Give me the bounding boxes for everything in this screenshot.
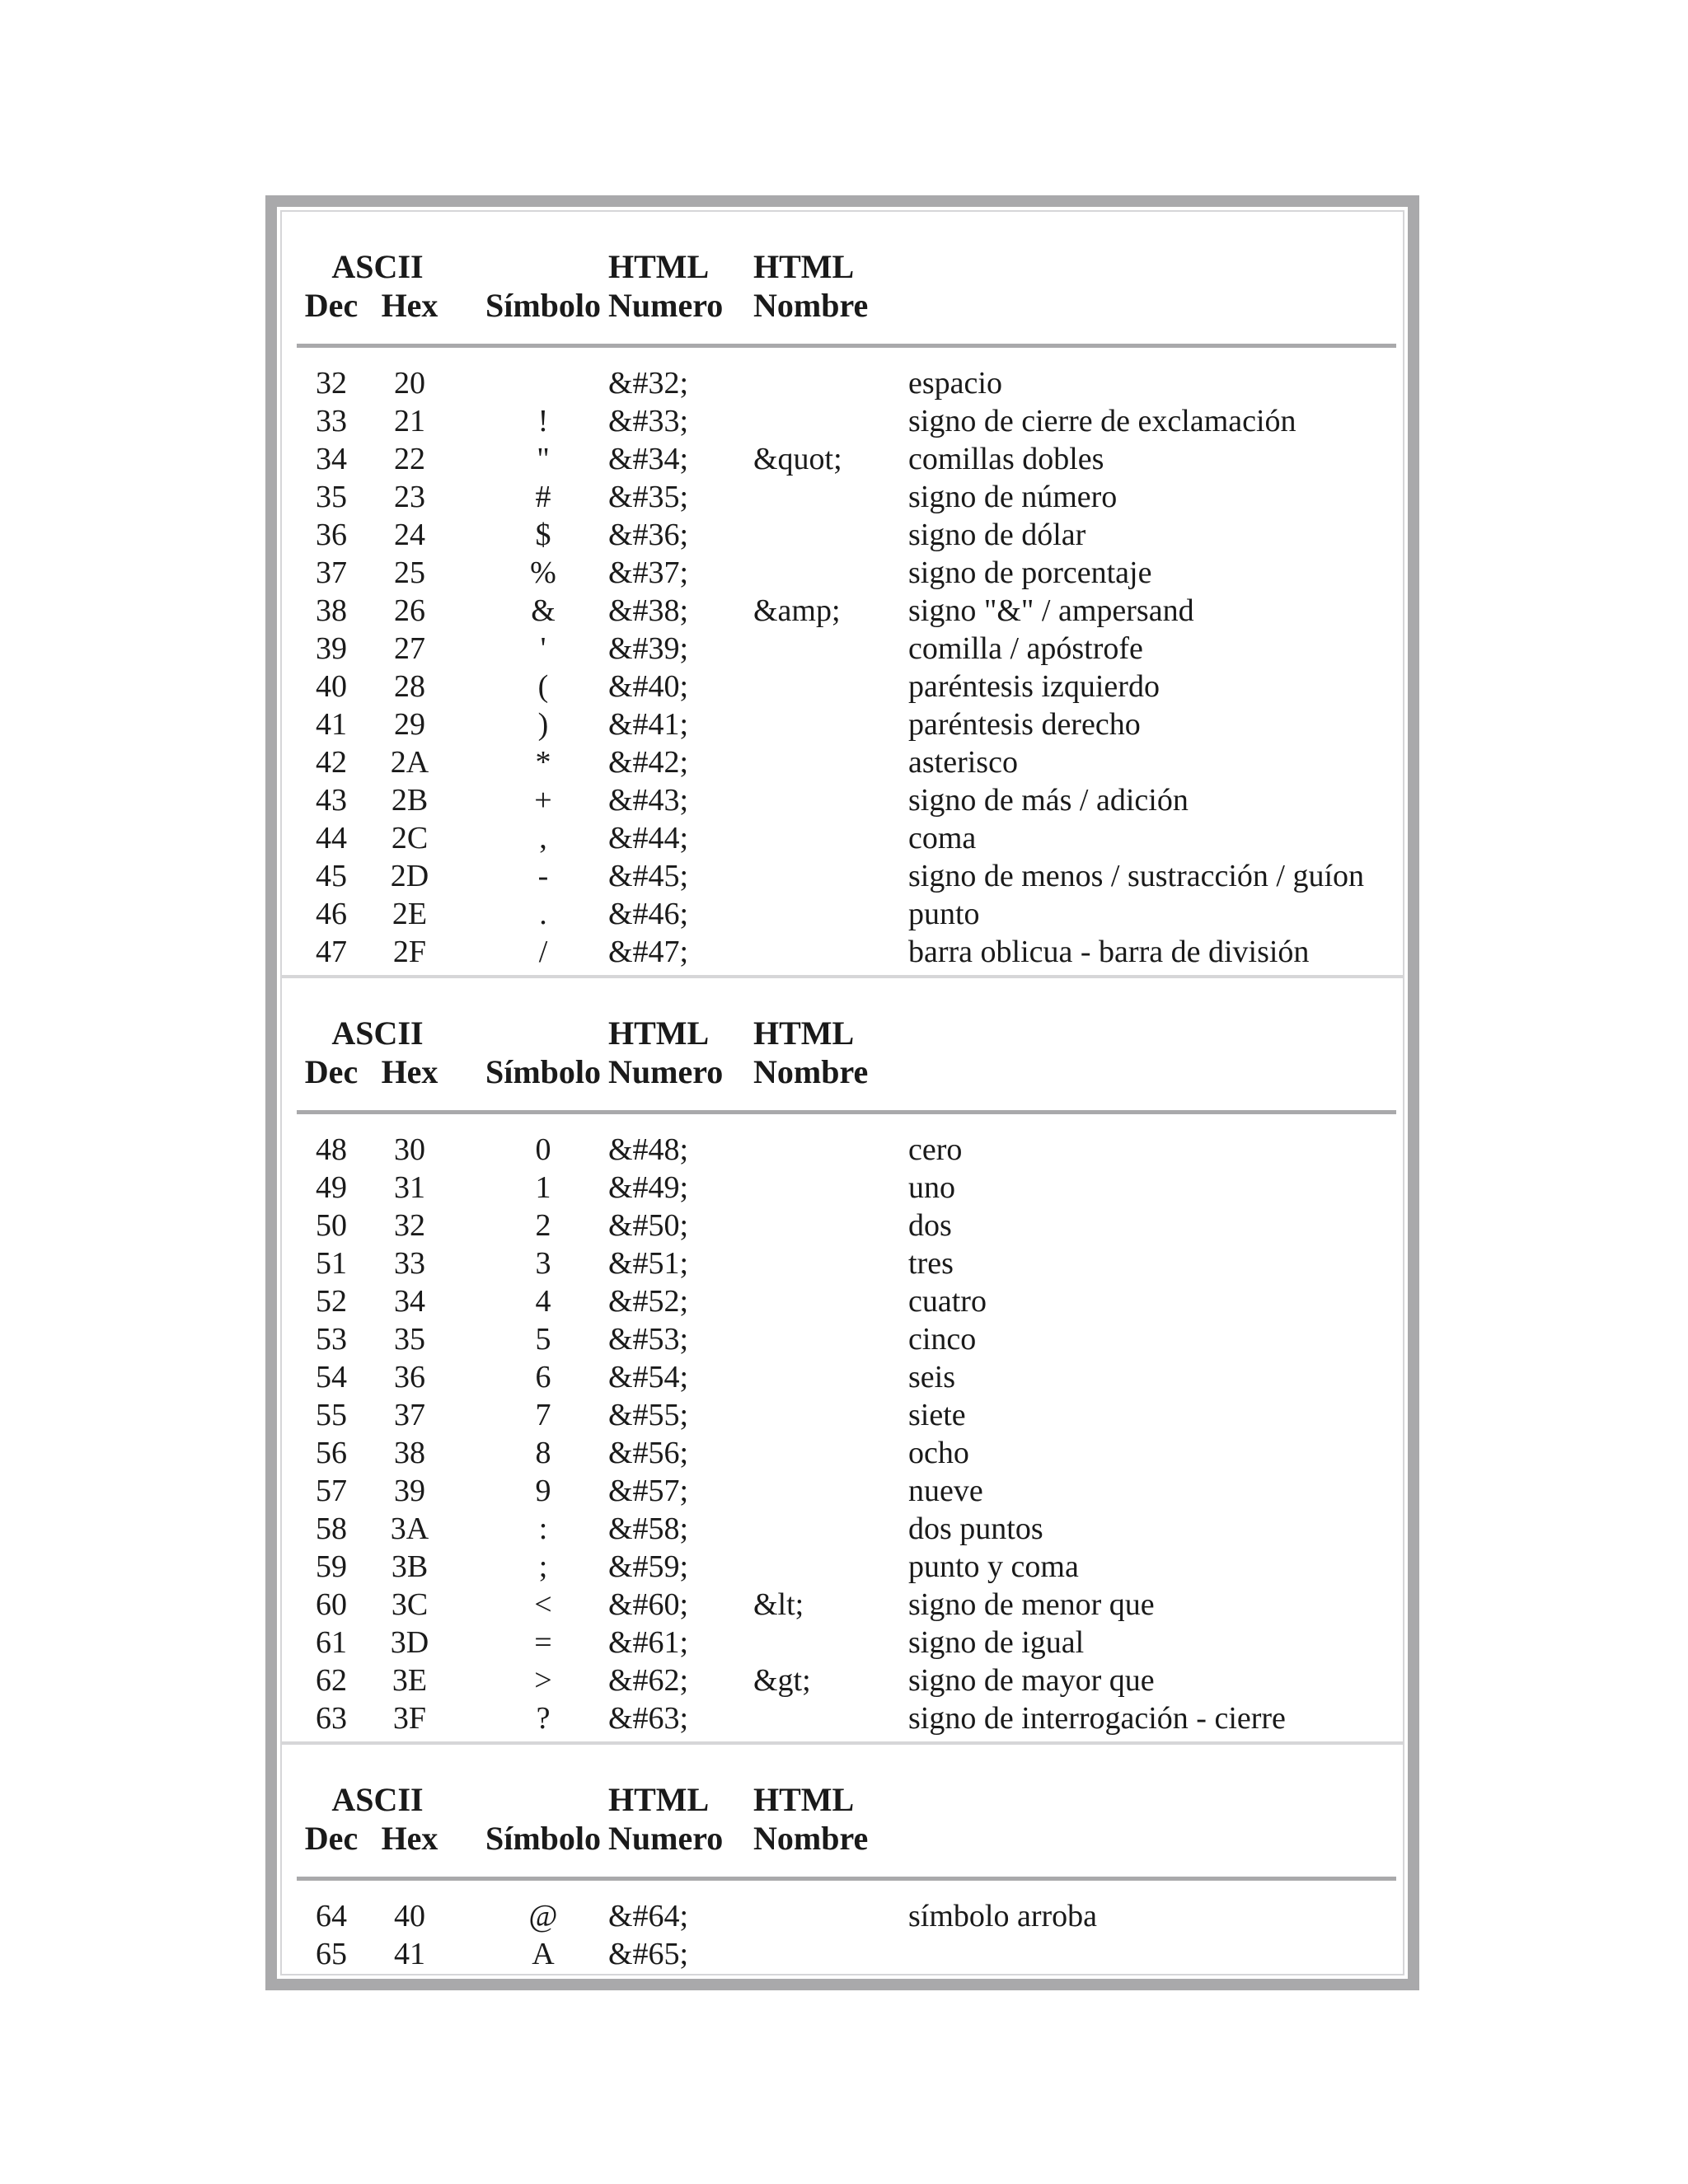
cell-description: paréntesis izquierdo [908, 669, 1160, 704]
cell-html-numero: &#43; [608, 783, 689, 818]
cell-symbol: - [537, 859, 549, 893]
cell-symbol: , [539, 821, 547, 855]
header-html-nombre-top: HTML [753, 1015, 855, 1052]
cell-html-numero: &#63; [608, 1701, 689, 1736]
cell-html-numero: &#61; [608, 1625, 689, 1660]
cell-dec: 51 [316, 1246, 347, 1281]
cell-symbol: ! [537, 404, 549, 438]
cell-description: dos puntos [908, 1511, 1043, 1546]
cell-dec: 47 [316, 935, 347, 969]
cell-dec: 64 [316, 1899, 347, 1933]
cell-symbol: 4 [535, 1284, 551, 1319]
header-hex: Hex [381, 287, 438, 324]
header-ascii: ASCII [331, 248, 424, 285]
cell-dec: 57 [316, 1474, 347, 1508]
cell-description: signo de menor que [908, 1587, 1155, 1622]
table-row [282, 781, 1403, 819]
cell-hex: 3B [391, 1549, 429, 1584]
cell-dec: 56 [316, 1436, 347, 1470]
header-divider [297, 344, 1396, 348]
header-nombre: Nombre [753, 287, 869, 324]
cell-dec: 49 [316, 1170, 347, 1205]
cell-html-numero: &#42; [608, 745, 689, 780]
header-ascii: ASCII [331, 1781, 424, 1818]
cell-hex: 34 [394, 1284, 425, 1319]
cell-hex: 39 [394, 1474, 425, 1508]
cell-dec: 54 [316, 1360, 347, 1394]
cell-symbol: @ [528, 1899, 558, 1933]
cell-hex: 35 [394, 1322, 425, 1357]
cell-hex: 3F [392, 1701, 427, 1736]
cell-dec: 42 [316, 745, 347, 780]
cell-html-numero: &#51; [608, 1246, 689, 1281]
cell-description: tres [908, 1246, 954, 1281]
cell-description: dos [908, 1208, 952, 1243]
cell-html-numero: &#54; [608, 1360, 689, 1394]
cell-html-numero: &#36; [608, 518, 689, 552]
cell-description: signo de porcentaje [908, 555, 1152, 590]
cell-description: paréntesis derecho [908, 707, 1141, 742]
cell-symbol: ? [536, 1701, 551, 1736]
cell-hex: 33 [394, 1246, 425, 1281]
cell-dec: 48 [316, 1132, 347, 1167]
table-row [282, 1396, 1403, 1434]
cell-dec: 41 [316, 707, 347, 742]
table-row [282, 1282, 1403, 1320]
cell-description: barra oblicua - barra de división [908, 935, 1310, 969]
table-row [282, 1169, 1403, 1207]
cell-dec: 50 [316, 1208, 347, 1243]
cell-symbol: ' [540, 631, 546, 666]
cell-symbol: 5 [535, 1322, 551, 1357]
cell-description: nueve [908, 1474, 983, 1508]
header-hex: Hex [381, 1820, 438, 1857]
table-row [282, 1434, 1403, 1472]
cell-hex: 3A [390, 1511, 429, 1546]
table-row [282, 819, 1403, 857]
cell-symbol: : [538, 1511, 548, 1546]
cell-dec: 62 [316, 1663, 347, 1698]
cell-description: comilla / apóstrofe [908, 631, 1143, 666]
cell-html-numero: &#35; [608, 480, 689, 514]
cell-dec: 38 [316, 593, 347, 628]
cell-description: siete [908, 1398, 966, 1432]
cell-dec: 43 [316, 783, 347, 818]
cell-hex: 2A [390, 745, 429, 780]
cell-symbol: = [534, 1625, 552, 1660]
cell-description: signo de más / adición [908, 783, 1189, 818]
cell-html-numero: &#57; [608, 1474, 689, 1508]
cell-html-nombre: &quot; [753, 442, 842, 476]
table-row [282, 1131, 1403, 1169]
cell-hex: 2E [392, 897, 428, 931]
cell-symbol: 8 [535, 1436, 551, 1470]
cell-html-numero: &#37; [608, 555, 689, 590]
cell-html-numero: &#65; [608, 1937, 689, 1971]
cell-description: seis [908, 1360, 955, 1394]
cell-html-numero: &#48; [608, 1132, 689, 1167]
header-divider [297, 1110, 1396, 1114]
table-row [282, 895, 1403, 933]
cell-html-numero: &#41; [608, 707, 689, 742]
cell-hex: 23 [394, 480, 425, 514]
cell-hex: 20 [394, 366, 425, 401]
cell-hex: 38 [394, 1436, 425, 1470]
cell-html-numero: &#45; [608, 859, 689, 893]
cell-dec: 32 [316, 366, 347, 401]
cell-html-numero: &#56; [608, 1436, 689, 1470]
cell-description: cinco [908, 1322, 977, 1357]
cell-dec: 55 [316, 1398, 347, 1432]
table-row [282, 516, 1403, 554]
table-row [282, 1661, 1403, 1699]
cell-html-numero: &#33; [608, 404, 689, 438]
cell-description: signo de cierre de exclamación [908, 404, 1296, 438]
table-row [282, 857, 1403, 895]
cell-symbol: 3 [535, 1246, 551, 1281]
cell-html-numero: &#59; [608, 1549, 689, 1584]
cell-hex: 25 [394, 555, 425, 590]
cell-html-numero: &#49; [608, 1170, 689, 1205]
cell-dec: 40 [316, 669, 347, 704]
cell-symbol: + [534, 783, 552, 818]
cell-html-numero: &#38; [608, 593, 689, 628]
cell-hex: 2B [391, 783, 429, 818]
cell-html-numero: &#40; [608, 669, 689, 704]
cell-description: comillas dobles [908, 442, 1104, 476]
table-row [282, 1548, 1403, 1586]
cell-hex: 31 [394, 1170, 425, 1205]
cell-symbol: / [538, 935, 548, 969]
table-row [282, 933, 1403, 971]
table-row [282, 1320, 1403, 1358]
header-dec: Dec [304, 1820, 359, 1857]
cell-html-numero: &#55; [608, 1398, 689, 1432]
cell-dec: 63 [316, 1701, 347, 1736]
header-html-nombre-top: HTML [753, 248, 855, 285]
cell-dec: 34 [316, 442, 347, 476]
cell-hex: 2C [391, 821, 429, 855]
cell-html-numero: &#58; [608, 1511, 689, 1546]
cell-symbol: * [535, 745, 551, 780]
cell-dec: 53 [316, 1322, 347, 1357]
cell-description: signo "&" / ampersand [908, 593, 1194, 628]
header-divider [297, 1877, 1396, 1881]
cell-dec: 44 [316, 821, 347, 855]
table-section [280, 977, 1404, 1743]
header-numero: Numero [608, 1820, 724, 1857]
table-row [282, 364, 1403, 402]
cell-html-numero: &#39; [608, 631, 689, 666]
cell-description: ocho [908, 1436, 969, 1470]
table-row [282, 1510, 1403, 1548]
cell-description: coma [908, 821, 977, 855]
cell-hex: 41 [394, 1937, 425, 1971]
cell-symbol: A [532, 1937, 555, 1971]
header-dec: Dec [304, 1053, 359, 1090]
cell-dec: 33 [316, 404, 347, 438]
cell-description: signo de igual [908, 1625, 1085, 1660]
cell-symbol: # [535, 480, 551, 514]
cell-symbol: 2 [535, 1208, 551, 1243]
cell-description: signo de menos / sustracción / guíon [908, 859, 1365, 893]
table-row [282, 1699, 1403, 1737]
cell-symbol: " [537, 442, 550, 476]
header-hex: Hex [381, 1053, 438, 1090]
cell-symbol: 6 [535, 1360, 551, 1394]
cell-symbol: . [539, 897, 547, 931]
cell-hex: 29 [394, 707, 425, 742]
cell-dec: 36 [316, 518, 347, 552]
cell-html-numero: &#52; [608, 1284, 689, 1319]
table-row [282, 440, 1403, 478]
cell-dec: 45 [316, 859, 347, 893]
cell-symbol: > [534, 1663, 552, 1698]
table-section [280, 210, 1404, 977]
table-row [282, 1586, 1403, 1624]
cell-hex: 3E [392, 1663, 428, 1698]
table-row [282, 478, 1403, 516]
table-row [282, 743, 1403, 781]
header-html-nombre-top: HTML [753, 1781, 855, 1818]
cell-html-numero: &#60; [608, 1587, 689, 1622]
table-row [282, 1624, 1403, 1661]
cell-html-numero: &#44; [608, 821, 689, 855]
cell-dec: 60 [316, 1587, 347, 1622]
header-html-numero-top: HTML [608, 1781, 710, 1818]
cell-html-numero: &#53; [608, 1322, 689, 1357]
cell-html-nombre: &amp; [753, 593, 841, 628]
cell-dec: 65 [316, 1937, 347, 1971]
header-nombre: Nombre [753, 1820, 869, 1857]
cell-html-numero: &#50; [608, 1208, 689, 1243]
header-dec: Dec [304, 287, 359, 324]
table-row [282, 705, 1403, 743]
header-html-numero-top: HTML [608, 1015, 710, 1052]
cell-hex: 3C [391, 1587, 429, 1622]
cell-symbol: ) [537, 707, 549, 742]
cell-description: cuatro [908, 1284, 987, 1319]
cell-hex: 21 [394, 404, 425, 438]
rows-container [282, 364, 1403, 971]
cell-html-numero: &#64; [608, 1899, 689, 1933]
cell-description: espacio [908, 366, 1002, 401]
table-row [282, 1472, 1403, 1510]
header-ascii: ASCII [331, 1015, 424, 1052]
cell-html-numero: &#62; [608, 1663, 689, 1698]
cell-symbol: 0 [535, 1132, 551, 1167]
header-nombre: Nombre [753, 1053, 869, 1090]
cell-symbol: ( [537, 669, 549, 704]
header-symbol: Símbolo [485, 1820, 602, 1857]
cell-description: punto y coma [908, 1549, 1079, 1584]
cell-html-numero: &#34; [608, 442, 689, 476]
cell-dec: 35 [316, 480, 347, 514]
table-row [282, 554, 1403, 592]
cell-dec: 58 [316, 1511, 347, 1546]
table-row [282, 1244, 1403, 1282]
table-row [282, 592, 1403, 630]
cell-html-numero: &#46; [608, 897, 689, 931]
cell-description: cero [908, 1132, 963, 1167]
cell-hex: 36 [394, 1360, 425, 1394]
table-row [282, 630, 1403, 668]
cell-html-numero: &#47; [608, 935, 689, 969]
cell-hex: 40 [394, 1899, 425, 1933]
cell-hex: 28 [394, 669, 425, 704]
rows-container [282, 1131, 1403, 1737]
cell-symbol: & [531, 593, 556, 628]
table-row [282, 402, 1403, 440]
cell-dec: 39 [316, 631, 347, 666]
cell-hex: 32 [394, 1208, 425, 1243]
cell-description: signo de dólar [908, 518, 1086, 552]
cell-hex: 22 [394, 442, 425, 476]
header-symbol: Símbolo [485, 287, 602, 324]
cell-dec: 61 [316, 1625, 347, 1660]
cell-description: punto [908, 897, 980, 931]
cell-hex: 30 [394, 1132, 425, 1167]
header-html-numero-top: HTML [608, 248, 710, 285]
cell-dec: 46 [316, 897, 347, 931]
cell-symbol: 9 [535, 1474, 551, 1508]
table-row [282, 1897, 1403, 1935]
table-row [282, 1935, 1403, 1973]
cell-symbol: % [530, 555, 556, 590]
cell-html-nombre: &lt; [753, 1587, 804, 1622]
cell-symbol: < [534, 1587, 552, 1622]
cell-hex: 26 [394, 593, 425, 628]
cell-dec: 52 [316, 1284, 347, 1319]
table-section [280, 1743, 1404, 1975]
table-row [282, 1207, 1403, 1244]
cell-description: símbolo arroba [908, 1899, 1098, 1933]
cell-html-nombre: &gt; [753, 1663, 811, 1698]
cell-description: signo de interrogación - cierre [908, 1701, 1286, 1736]
header-symbol: Símbolo [485, 1053, 602, 1090]
table-row [282, 668, 1403, 705]
cell-description: asterisco [908, 745, 1018, 780]
cell-hex: 3D [390, 1625, 429, 1660]
header-numero: Numero [608, 1053, 724, 1090]
cell-hex: 37 [394, 1398, 425, 1432]
cell-hex: 27 [394, 631, 425, 666]
cell-hex: 2D [390, 859, 429, 893]
cell-symbol: $ [535, 518, 551, 552]
cell-symbol: 1 [535, 1170, 551, 1205]
ascii-table-frame [265, 195, 1419, 1990]
cell-hex: 2F [392, 935, 427, 969]
cell-dec: 37 [316, 555, 347, 590]
cell-symbol: 7 [535, 1398, 551, 1432]
table-row [282, 1358, 1403, 1396]
cell-description: signo de número [908, 480, 1118, 514]
cell-symbol: ; [538, 1549, 548, 1584]
cell-description: uno [908, 1170, 955, 1205]
rows-container [282, 1897, 1403, 1973]
header-numero: Numero [608, 287, 724, 324]
cell-hex: 24 [394, 518, 425, 552]
cell-description: signo de mayor que [908, 1663, 1155, 1698]
cell-html-numero: &#32; [608, 366, 689, 401]
cell-dec: 59 [316, 1549, 347, 1584]
